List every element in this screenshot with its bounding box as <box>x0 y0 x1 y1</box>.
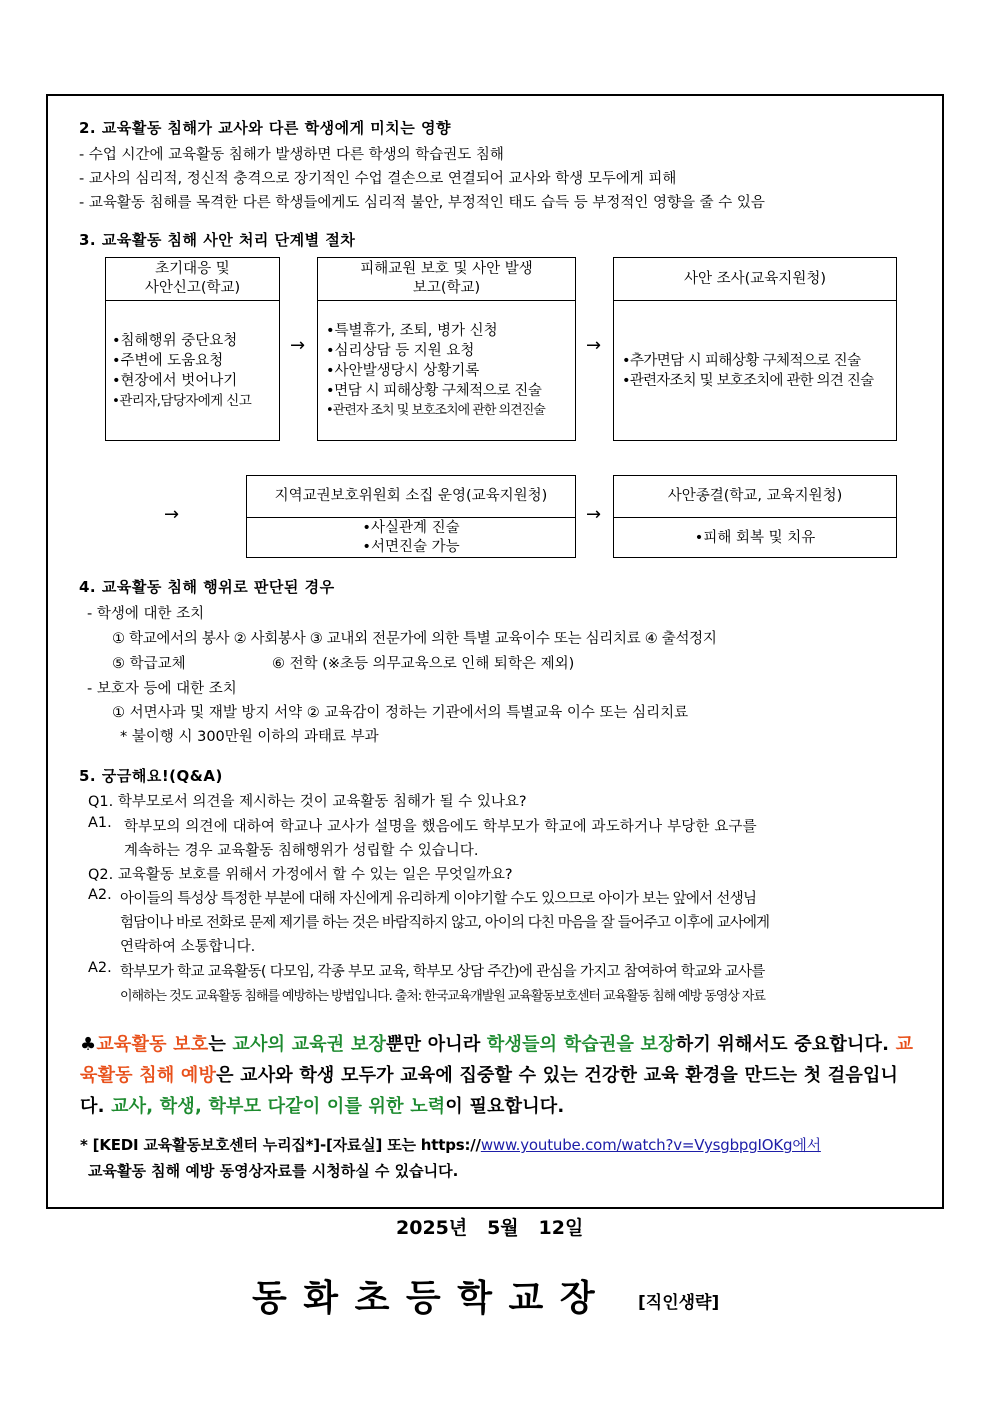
flow-box-committee <box>246 475 576 558</box>
club-icon: ♣ <box>80 1034 97 1055</box>
question: Q2. 교육활동 보호를 위해서 가정에서 할 수 있는 일은 무엇일까요? <box>88 867 513 883</box>
fine-note: * 불이행 시 300만원 이하의 과태료 부과 <box>120 729 379 745</box>
closing-text: 은 교사와 학생 모두가 교육에 집중할 수 있는 건강한 교육 환경을 만드는 첫 걸음입니다. <box>80 1065 899 1117</box>
list-item: •피해 회복 및 치유 <box>694 530 816 546</box>
student-measures-line: ⑤ 학급교체 <box>112 656 186 672</box>
flow-box-initial-response <box>105 257 280 441</box>
resource-prefix: * [KEDI 교육활동보호센터 누리집*]-[자료실] 또는 https:// <box>80 1136 481 1154</box>
box-title: 사안신고(학교) <box>144 280 241 296</box>
list-item: •관리자,담당자에게 신고 <box>112 393 252 409</box>
student-measures-label: - 학생에 대한 조치 <box>87 606 205 622</box>
list-item: •추가면담 시 피해상황 구체적으로 진술 <box>622 353 861 369</box>
question: Q1. 학부모로서 의견을 제시하는 것이 교육활동 침해가 될 수 있나요? <box>88 794 527 810</box>
answer-label: A1. <box>88 815 112 831</box>
list-item: •사실관계 진술 <box>362 520 460 536</box>
youtube-link[interactable]: www.youtube.com/watch?v=VysgbpgIOKg에서 <box>480 1136 821 1154</box>
resource-note-line2: 교육활동 침해 예방 동영상자료를 시청하실 수 있습니다. <box>88 1162 459 1180</box>
student-measures-line: ① 학교에서의 봉사 ② 사회봉사 ③ 교내외 전문가에 의한 특별 교육이수 또는 심리치료 ④ 출석정지 <box>112 631 717 647</box>
box-title: 초기대응 및 <box>155 261 230 277</box>
box-title: 사안 조사(교육지원청) <box>684 270 826 287</box>
flow-arrow: → <box>290 335 306 356</box>
box-title: 보고(학교) <box>412 280 481 296</box>
highlight-text: 교육활동 보호 <box>96 1034 209 1055</box>
highlight-text: 학생들의 학습권을 보장 <box>486 1034 676 1055</box>
answer-text: 학부모가 학교 교육활동( 다모임, 각종 부모 교육, 학부모 상담 주간)에 관심을 가지고 참여하여 학교와 교사를 <box>120 964 765 980</box>
closing-text: 하기 위해서도 중요합니다. <box>675 1034 896 1055</box>
answer-text: 험담이나 바로 전화로 문제 제기를 하는 것은 바람직하지 않고, 아이의 다친 마음을 잘 들어주고 이후에 교사에게 <box>120 915 770 931</box>
flow-box-victim-protection <box>317 257 576 441</box>
highlight-text: 교육활동 침해 예방 <box>80 1034 914 1086</box>
highlight-text: 교사, 학생, 학부모 다같이 이를 위한 노력 <box>111 1096 446 1117</box>
section2-line: - 수업 시간에 교육활동 침해가 발생하면 다른 학생의 학습권도 침해 <box>79 147 504 163</box>
closing-text: 는 <box>208 1034 233 1055</box>
section4-heading: 4. 교육활동 침해 행위로 판단된 경우 <box>79 578 335 596</box>
section2-line: - 교사의 심리적, 정신적 충격으로 장기적인 수업 결손으로 연결되어 교사와 학생 모두에게 피해 <box>79 171 677 187</box>
resource-note <box>80 1134 821 1155</box>
list-item: •현장에서 벗어나기 <box>112 373 238 389</box>
guardian-measures-line: ① 서면사과 및 재발 방지 서약 ② 교육감이 정하는 기관에서의 특별교육 이수 또는 심리치료 <box>112 705 689 721</box>
list-item: •심리상담 등 지원 요청 <box>326 343 475 359</box>
closing-text: 이 필요합니다. <box>445 1096 565 1117</box>
flow-arrow: → <box>586 335 602 356</box>
closing-paragraph <box>80 1029 916 1122</box>
flow-arrow: → <box>164 504 180 525</box>
seal-omitted: [직인생략] <box>638 1293 720 1313</box>
list-item: •면담 시 피해상황 구체적으로 진술 <box>326 383 542 399</box>
box-title: 지역교권보호위원회 소집 운영(교육지원청) <box>274 488 548 504</box>
list-item: •서면진술 가능 <box>362 539 460 555</box>
answer-label: A2. <box>88 887 112 903</box>
box-title: 사안종결(학교, 교육지원청) <box>667 488 843 504</box>
section2-heading: 2. 교육활동 침해가 교사와 다른 학생에게 미치는 영향 <box>79 119 451 137</box>
section2-line: - 교육활동 침해를 목격한 다른 학생들에게도 심리적 불안, 부정적인 태도 습득 등 부정적인 영향을 줄 수 있음 <box>79 195 765 211</box>
answer-text: 계속하는 경우 교육활동 침해행위가 성립할 수 있습니다. <box>124 843 479 859</box>
flow-box-investigation <box>613 257 897 441</box>
answer-label: A2. <box>88 960 112 976</box>
flow-arrow: → <box>586 504 602 525</box>
guardian-measures-label: - 보호자 등에 대한 조치 <box>87 681 237 697</box>
answer-text: 이해하는 것도 교육활동 침해를 예방하는 방법입니다. 출처: 한국교육개발원 교육활동보호센터 교육활동 침해 예방 동영상 자료 <box>120 989 765 1004</box>
answer-text: 아이들의 특성상 특정한 부분에 대해 자신에게 유리하게 이야기할 수도 있으므로 아이가 보는 앞에서 선생님 <box>120 891 757 907</box>
list-item: •침해행위 중단요청 <box>112 333 238 349</box>
section3-heading: 3. 교육활동 침해 사안 처리 단계별 절차 <box>79 231 356 249</box>
list-item: •사안발생당시 상황기록 <box>326 363 480 379</box>
highlight-text: 교사의 교육권 보장 <box>232 1034 387 1055</box>
answer-text: 학부모의 의견에 대하여 학교나 교사가 설명을 했음에도 학부모가 학교에 과도하거나 부당한 요구를 <box>124 819 757 835</box>
principal-name: 동 화 초 등 학 교 장 <box>252 1278 597 1319</box>
document-date: 2025년 5월 12일 <box>396 1217 584 1239</box>
list-item: •주변에 도움요청 <box>112 353 224 369</box>
flow-box-closure <box>613 475 897 558</box>
box-title: 피해교원 보호 및 사안 발생 <box>360 261 533 277</box>
section5-heading: 5. 궁금해요!(Q&A) <box>79 767 223 785</box>
list-item: •특별휴가, 조퇴, 병가 신청 <box>326 323 498 339</box>
student-measures-line: ⑥ 전학 (※초등 의무교육으로 인해 퇴학은 제외) <box>272 656 575 672</box>
closing-text: 뿐만 아니라 <box>386 1034 487 1055</box>
list-item: •관련자조치 및 보호조치에 관한 의견 진술 <box>622 373 874 389</box>
answer-text: 연락하여 소통합니다. <box>120 939 256 955</box>
list-item: •관련자 조치 및 보호조치에 관한 의견진술 <box>326 403 545 418</box>
